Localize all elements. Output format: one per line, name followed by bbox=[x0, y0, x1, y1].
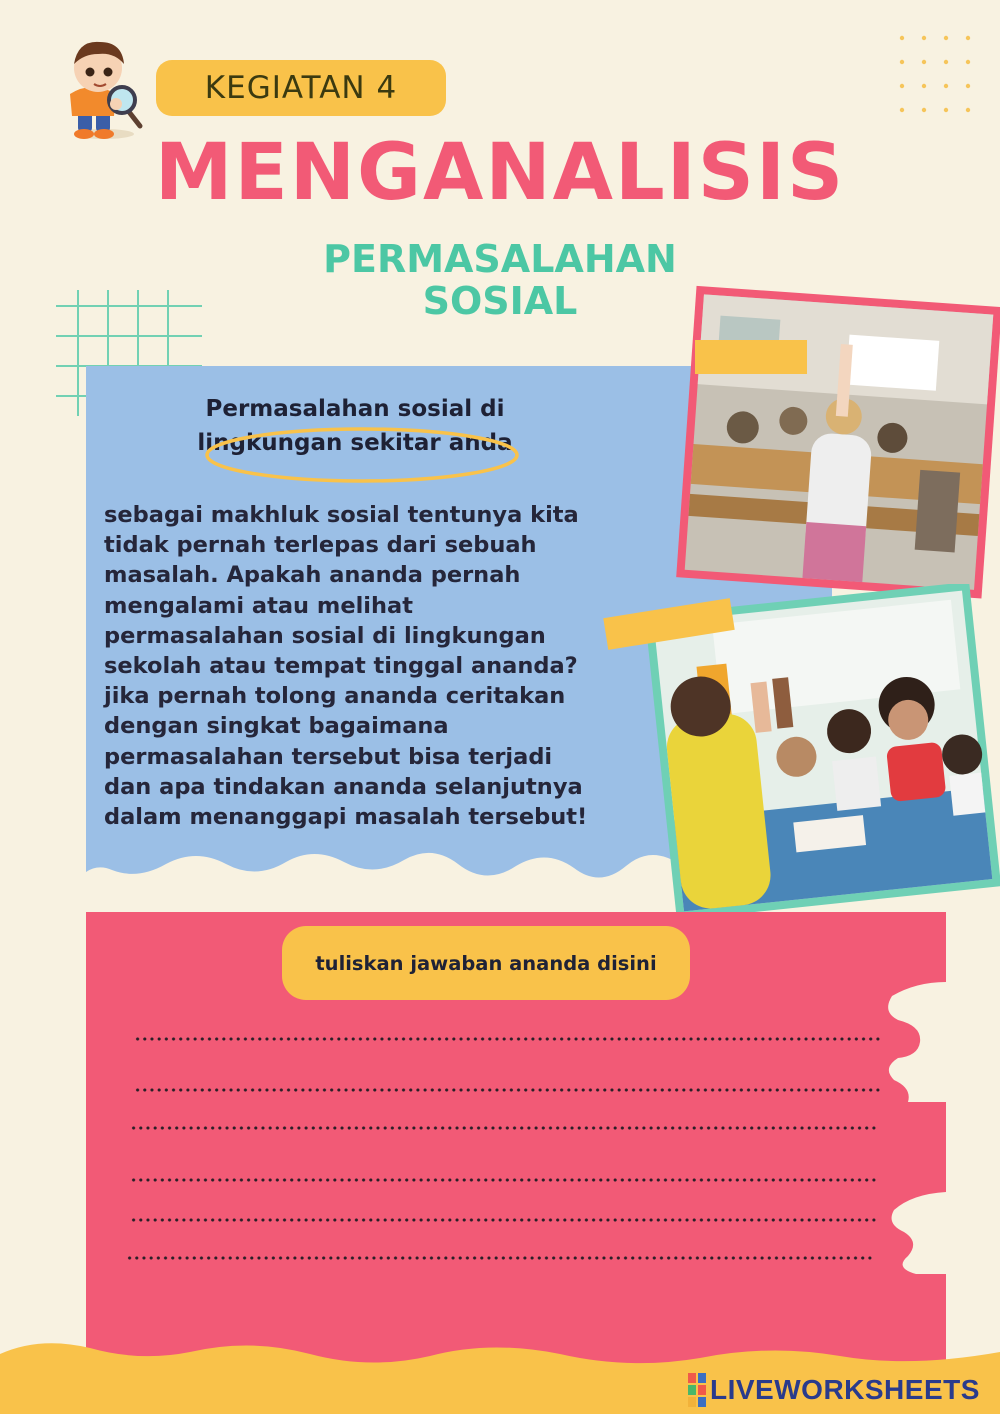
activity-badge: KEGIATAN 4 bbox=[156, 60, 446, 116]
liveworksheets-logo-icon bbox=[688, 1373, 706, 1407]
classroom-photo bbox=[672, 284, 1000, 600]
answer-line-5[interactable] bbox=[130, 1218, 876, 1222]
answer-line-1[interactable] bbox=[134, 1037, 880, 1041]
body-line: permasalahan sosial di lingkungan bbox=[104, 622, 546, 649]
info-card-body bbox=[104, 500, 644, 832]
body-line: permasalahan tersebut bisa terjadi bbox=[104, 743, 553, 770]
body-line: mengalami atau melihat bbox=[104, 592, 413, 619]
heading-line-1: Permasalahan sosial di bbox=[205, 396, 505, 422]
body-line: masalah. Apakah ananda pernah bbox=[104, 562, 521, 589]
body-line: sebagai makhluk sosial tentunya kita bbox=[104, 502, 579, 528]
highlight-ring bbox=[202, 424, 524, 486]
page-subtitle bbox=[270, 238, 730, 322]
body-line: dan apa tindakan ananda selanjutnya bbox=[104, 773, 583, 800]
body-line: tidak pernah terlepas dari sebuah bbox=[104, 532, 537, 559]
page-title: MENGANALISIS bbox=[154, 128, 846, 218]
answer-line-4[interactable] bbox=[130, 1178, 876, 1182]
tape-decoration bbox=[695, 340, 807, 374]
brand-name: LIVEWORKSHEETS bbox=[710, 1374, 980, 1405]
body-line: sekolah atau tempat tinggal ananda? bbox=[104, 653, 578, 680]
answer-line-6[interactable] bbox=[126, 1256, 872, 1260]
answer-line-2[interactable] bbox=[134, 1088, 880, 1092]
subtitle-line-1: PERMASALAHAN bbox=[323, 237, 677, 281]
body-line: dalam menanggapi masalah tersebut! bbox=[104, 804, 588, 831]
liveworksheets-brand[interactable] bbox=[688, 1372, 980, 1408]
body-line: dengan singkat bagaimana bbox=[104, 713, 449, 740]
heading-line-2: lingkungan sekitar anda bbox=[197, 430, 513, 456]
answer-line-3[interactable] bbox=[130, 1126, 876, 1130]
body-line: jika pernah tolong ananda ceritakan bbox=[104, 683, 566, 710]
answer-prompt: tuliskan jawaban ananda disini bbox=[282, 926, 690, 1000]
decorative-dots bbox=[898, 34, 972, 116]
subtitle-line-2: SOSIAL bbox=[422, 279, 578, 323]
boy-with-magnifier-icon bbox=[52, 34, 152, 142]
